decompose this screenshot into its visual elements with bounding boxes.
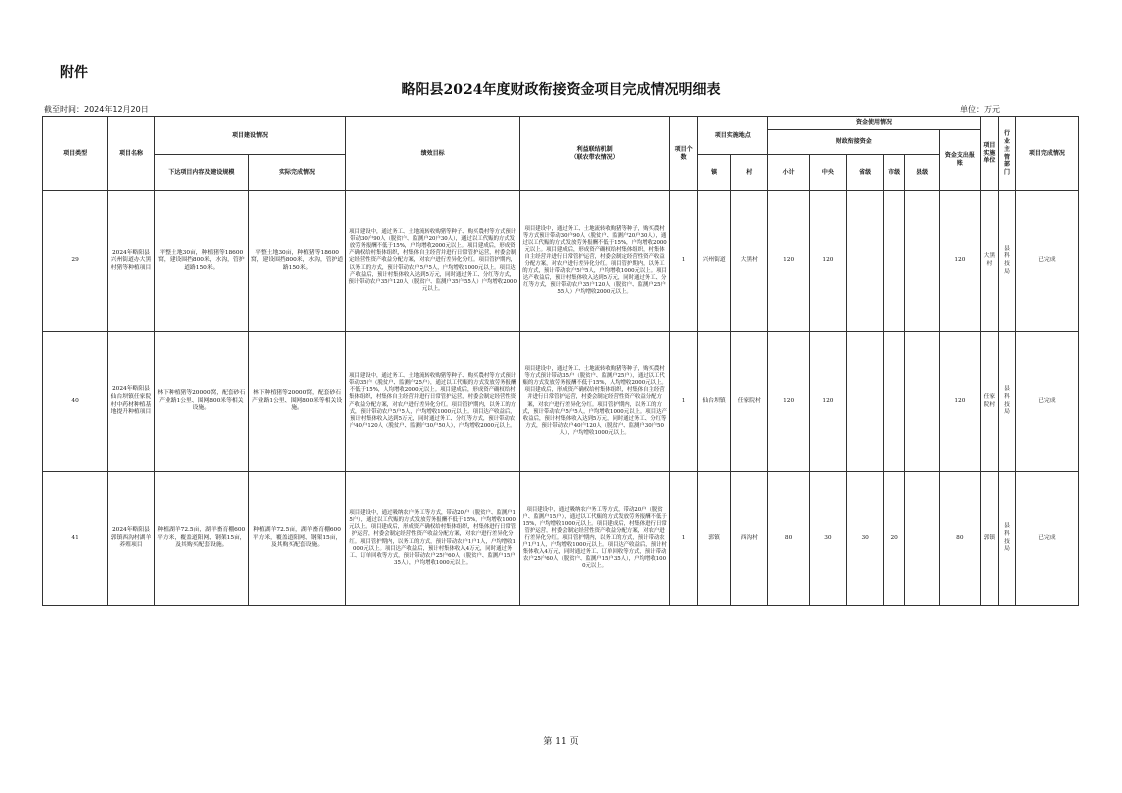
header-county: 县级 <box>905 155 940 191</box>
cell-name: 2024年略阳县郭镇西沟村湖羊养殖项目 <box>108 472 155 606</box>
cell-disbursed: 80 <box>940 472 980 606</box>
header-fiscal-fund: 财政衔接资金 <box>768 130 940 155</box>
cell-status: 已完成 <box>1015 191 1078 332</box>
cell-provincial <box>847 332 884 472</box>
header-city: 市级 <box>884 155 905 191</box>
cell-status: 已完成 <box>1015 332 1078 472</box>
cell-benefit: 项目建设中，通过务工、土地流转收购猪等种子，购买農村等方式预计带动30户90人（脱贫户、监测户20户30人），通过以工代赈的方式发放劳务报酬不低于15%，户均增收2000元以上。项目建成后，形成资产确权给村集体组织，村集体自主经营并进行日常管护运营，村委会制定经营性资产收益分配方案，对农户进行差异化分红。项目管护期内，以务工的方式，预计带动农户5户5人，户均增收1000元以上。项目达产收益后，预计村集体收入达到5万元，同时通过务工、分红等方式，预计带动农户35户120人（脱贫户、监测户25户55人）户均增收2000元以上。 <box>520 191 670 332</box>
cell-county <box>905 191 940 332</box>
cell-subtotal: 120 <box>768 191 809 332</box>
cell-performance: 项目建设中，通过务工、土地流转收购猪等种子、购买農村等方式预计带动30户90人（脱贫户、监测户20户30人），通过以工代赈的方式发放劳务报酬不低于15%，户均增收2000元以上。项目建成后，形成资产确权给村集体组织，村集体自主经营并进行日常管护运营，村委会制定经营性资产收益分配方案，对农户进行差异化分红。项目管护期内，以务工的方式，预计带动农户5户5人，户均增收1000元以上。项目达产收益后，预计村集体收入达到5万元，同时通过务工、分红等方式，预计带动农户35户120人（脱贫户、监测户35户55人）户均增收2000元以上。 <box>346 191 520 332</box>
cell-count: 1 <box>670 472 698 606</box>
page-number: 第 11 页 <box>543 737 579 747</box>
header-completion: 项目完成情况 <box>1015 117 1078 191</box>
header-actual: 实际完成情况 <box>248 155 345 191</box>
cell-benefit: 项目建设中，通过吸纳农户务工等方式，带动20户（脱贫户、监测户15户），通过以工代赈的方式发放劳务报酬不低于15%，户均增收1000元以上。项目建成后，村集体进行日常管护运营，村委会制定经营性资产收益分配方案，对农户进行差异化分红。项目管护期内，以务工的方式，预计带动农户1户1人，户均增收1000元以上。项目达产收益后，预计村集体收入4万元，同时通过务工、订单回收等方式，预计带动农户25户60人（脱贫户、监测户15户35人），户均增收1000元以上。 <box>520 472 670 606</box>
header-location: 项目实施地点 <box>698 117 768 155</box>
cell-village: 大黑村 <box>731 191 768 332</box>
as-of-date: 截至时间：2024年12月20日 <box>44 105 149 114</box>
cell-impl-unit: 任家院村 <box>980 332 999 472</box>
cell-issued: 种植湖羊72.5亩，湖羊畜育棚600平方米，覆盖道阳网、钢架15亩，及其购买配套设施。 <box>154 472 248 606</box>
cell-town: 仙台坝镇 <box>698 332 731 472</box>
header-project-name: 项目名称 <box>108 117 155 191</box>
cell-impl-unit: 大黑村 <box>980 191 999 332</box>
cell-name: 2024年略阳县仙台坝镇任家院村中药材种植基地提升种植项目 <box>108 332 155 472</box>
cell-city <box>884 332 905 472</box>
cell-provincial <box>847 191 884 332</box>
cell-county <box>905 472 940 606</box>
cell-issued: 林下种植猪等20000窝，配套砂石产业路1公里、围网800米等相关设施。 <box>154 332 248 472</box>
header-village: 村 <box>731 155 768 191</box>
header-town: 镇 <box>698 155 731 191</box>
header-central: 中央 <box>809 155 846 191</box>
cell-central: 30 <box>809 472 846 606</box>
table-row <box>43 191 1079 332</box>
cell-count: 1 <box>670 332 698 472</box>
cell-type: 40 <box>43 332 108 472</box>
cell-name: 2024年略阳县兴州街道办大黑村猪等种植项目 <box>108 191 155 332</box>
cell-actual: 种植湖羊72.5亩，湖羊畜育棚600平方米，覆盖道阳网、钢架15亩，及其购买配套设施。 <box>248 472 345 606</box>
cell-dept: 县科技局 <box>999 332 1016 472</box>
cell-subtotal: 120 <box>768 332 809 472</box>
cell-type: 41 <box>43 472 108 606</box>
cell-central: 120 <box>809 191 846 332</box>
header-count: 项目个数 <box>670 117 698 191</box>
header-benefit: 利益联结机制 （联农带农情况） <box>520 117 670 191</box>
header-provincial: 省级 <box>847 155 884 191</box>
header-disbursed: 资金支出报账 <box>940 130 980 191</box>
cell-city <box>884 191 905 332</box>
cell-subtotal: 80 <box>768 472 809 606</box>
cell-dept: 县科技局 <box>999 472 1016 606</box>
cell-status: 已完成 <box>1015 472 1078 606</box>
cell-actual: 林下种植猪等20000窝，配套砂石产业路1公里、围网800米等相关设施。 <box>248 332 345 472</box>
cell-disbursed: 120 <box>940 191 980 332</box>
header-project-type: 项目类型 <box>43 117 108 191</box>
cell-city: 20 <box>884 472 905 606</box>
attachment-label: 附件 <box>60 65 88 81</box>
cell-town: 郭镇 <box>698 472 731 606</box>
header-subtotal: 小计 <box>768 155 809 191</box>
cell-benefit: 项目建设中，通过务工、土地流转收购猪等种子，购买農村等方式预计带动35户（脱贫户、监测户25户），通过以工代赈的方式发放劳务报酬不低于15%，人均增收2000元以上。项目建成后，形成资产确权给村集体组织，村集体自主经营并进行日常管护运营，村委会制定经营性资产收益分配方案，对农户进行差异化分红。项目管护期内，以务工的方式，预计带动农户5户5人，户均增收1000元以上。项目达产收益后，预计村集体收入达到5万元，同时通过务工、分红等方式，预计带动农户40户120人（脱贫户、监测户30户50人），户均增收1000元以上。 <box>520 332 670 472</box>
cell-count: 1 <box>670 191 698 332</box>
header-issued-content: 下达项目内容及建设规模 <box>154 155 248 191</box>
cell-issued: 平整土地30亩，种植猪等18600窝，建设围挡800米，水沟，管护道路150米。 <box>154 191 248 332</box>
header-performance: 绩效目标 <box>346 117 520 191</box>
document-title: 略阳县2024年度财政衔接资金项目完成情况明细表 <box>401 82 721 98</box>
table-row <box>43 472 1079 606</box>
cell-provincial: 30 <box>847 472 884 606</box>
header-fund-usage: 资金使用情况 <box>768 117 980 130</box>
table-row <box>43 332 1079 472</box>
project-table <box>42 116 1079 606</box>
header-construction: 项目建设情况 <box>154 117 345 155</box>
unit-label: 单位：万元 <box>960 105 1000 114</box>
cell-performance: 项目建设中，通过务工、土地流转收购猪等种子、购买農村等方式预计带动35户（脱贫户、监测户25户），通过以工代赈的方式发放劳务报酬不低于15%，人均增收2000元以上。项目建成后，形成资产确权给村集体组织，村集体自主经营并进行日常管护运营，村委会制定经营性资产收益分配方案，对农户进行差异化分红。项目管护期内，以务工的方式，预计带动农户5户5人，户均增收1000元以上。项目达产收益后，预计村集体收入达到5万元，同时通过务工、分红等方式，预计带动农户40户120人（脱贫户、监测户30户50人），户均增收2000元以上。 <box>346 332 520 472</box>
header-impl-unit: 项目实施单位 <box>980 117 999 191</box>
cell-type: 29 <box>43 191 108 332</box>
cell-village: 西沟村 <box>731 472 768 606</box>
cell-county <box>905 332 940 472</box>
cell-actual: 平整土地30亩，种植猪等18600窝，建设围挡800米，水沟，管护道路150米。 <box>248 191 345 332</box>
cell-impl-unit: 郭镇 <box>980 472 999 606</box>
header-industry-dept: 行业主管部门 <box>999 117 1016 191</box>
cell-town: 兴州街道 <box>698 191 731 332</box>
cell-central: 120 <box>809 332 846 472</box>
cell-dept: 县科技局 <box>999 191 1016 332</box>
cell-disbursed: 120 <box>940 332 980 472</box>
cell-performance: 项目建设中，通过吸纳农户务工等方式，带动20户（脱贫户、监测户15户），通过以工代赈的方式发放劳务报酬不低于15%，户均增收1000元以上。项目建成后，形成资产确权给村集体组织，村集体进行日常管护运营，村委会制定经营性资产收益分配方案，对农户进行差异化分红。项目管护期内，以务工的方式，预计带动农户1户1人，户均增收1000元以上。项目达产收益后，预计村集体收入4万元，同时通过务工、订单回收等方式，预计带动农户25户60人（脱贫户、监测户15户35人），户均增收1000元以上。 <box>346 472 520 606</box>
cell-village: 任家院村 <box>731 332 768 472</box>
